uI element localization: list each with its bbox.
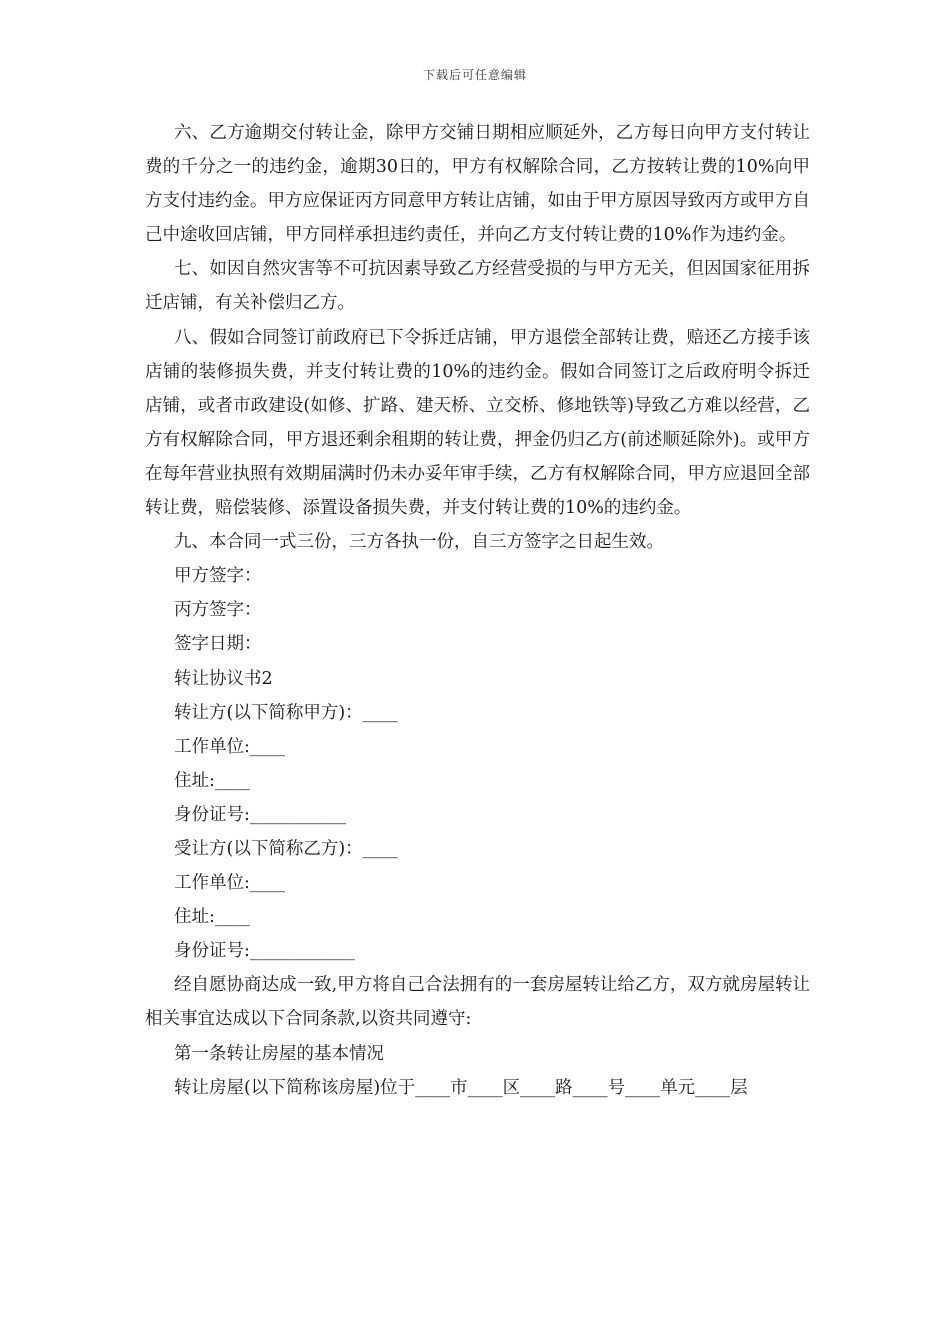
transferor-address-field: 住址:____ — [174, 770, 250, 791]
clause-8: 八、假如合同签订前政府已下令拆迁店铺，甲方退偿全部转让费，赔还乙方接手该店铺的装修损失费，并支付转让费的10%的违约金。假如合同签订之后政府明令拆迁店铺，或者市政建设(如修、扩路、建天桥、立交桥、修地铁等)导致乙方难以经营，乙方有权解除合同，甲方退还剩余租期的转让费，押金仍归乙方(前述顺延除外)。或甲方在每年营业执照有效期届满时仍未办妥年审手续，乙方有权解除合同，甲方应退回全部转让费，赔偿装修、添置设备损失费，并支付转让费的10%的违约金。 — [145, 327, 810, 519]
article-1-title: 第一条转让房屋的基本情况 — [174, 1043, 384, 1064]
agreement-intro: 经自愿协商达成一致,甲方将自己合法拥有的一套房屋转让给乙方，双方就房屋转让相关事宜达成以下合同条款,以资共同遵守: — [145, 975, 810, 1030]
transferee-id-field: 身份证号:____________ — [174, 941, 355, 962]
page-header: 下载后可任意编辑 — [422, 68, 527, 82]
clause-7: 七、如因自然灾害等不可抗因素导致乙方经营受损的与甲方无关，但因国家征用拆迁店铺，有关补偿归乙方。 — [145, 259, 810, 314]
transferee-field: 受让方(以下简称乙方)：____ — [174, 838, 398, 859]
transferee-address-field: 住址:____ — [174, 907, 250, 928]
section-title: 转让协议书2 — [174, 668, 273, 689]
property-location: 转让房屋(以下简称该房屋)位于____市____区____路____号____单元____层 — [174, 1077, 748, 1098]
transferee-employer-field: 工作单位:____ — [174, 873, 285, 894]
clause-9: 九、本合同一式三份，三方各执一份，自三方签字之日起生效。 — [174, 532, 664, 553]
transferor-employer-field: 工作单位:____ — [174, 736, 285, 757]
clause-6: 六、乙方逾期交付转让金，除甲方交铺日期相应顺延外，乙方每日向甲方支付转让费的千分之一的违约金，逾期30日的，甲方有权解除合同，乙方按转让费的10%向甲方支付违约金。甲方应保证丙方同意甲方转让店铺，如由于甲方原因导致丙方或甲方自己中途收回店铺，甲方同样承担违约责任，并向乙方支付转让费的10%作为违约金。 — [145, 123, 810, 246]
signature-date: 签字日期： — [174, 634, 262, 655]
transferor-field: 转让方(以下简称甲方)：____ — [174, 702, 398, 723]
party-a-signature: 甲方签字： — [174, 566, 262, 587]
party-c-signature: 丙方签字： — [174, 600, 262, 621]
document-body — [145, 116, 810, 1105]
transferor-id-field: 身份证号:___________ — [174, 804, 347, 825]
